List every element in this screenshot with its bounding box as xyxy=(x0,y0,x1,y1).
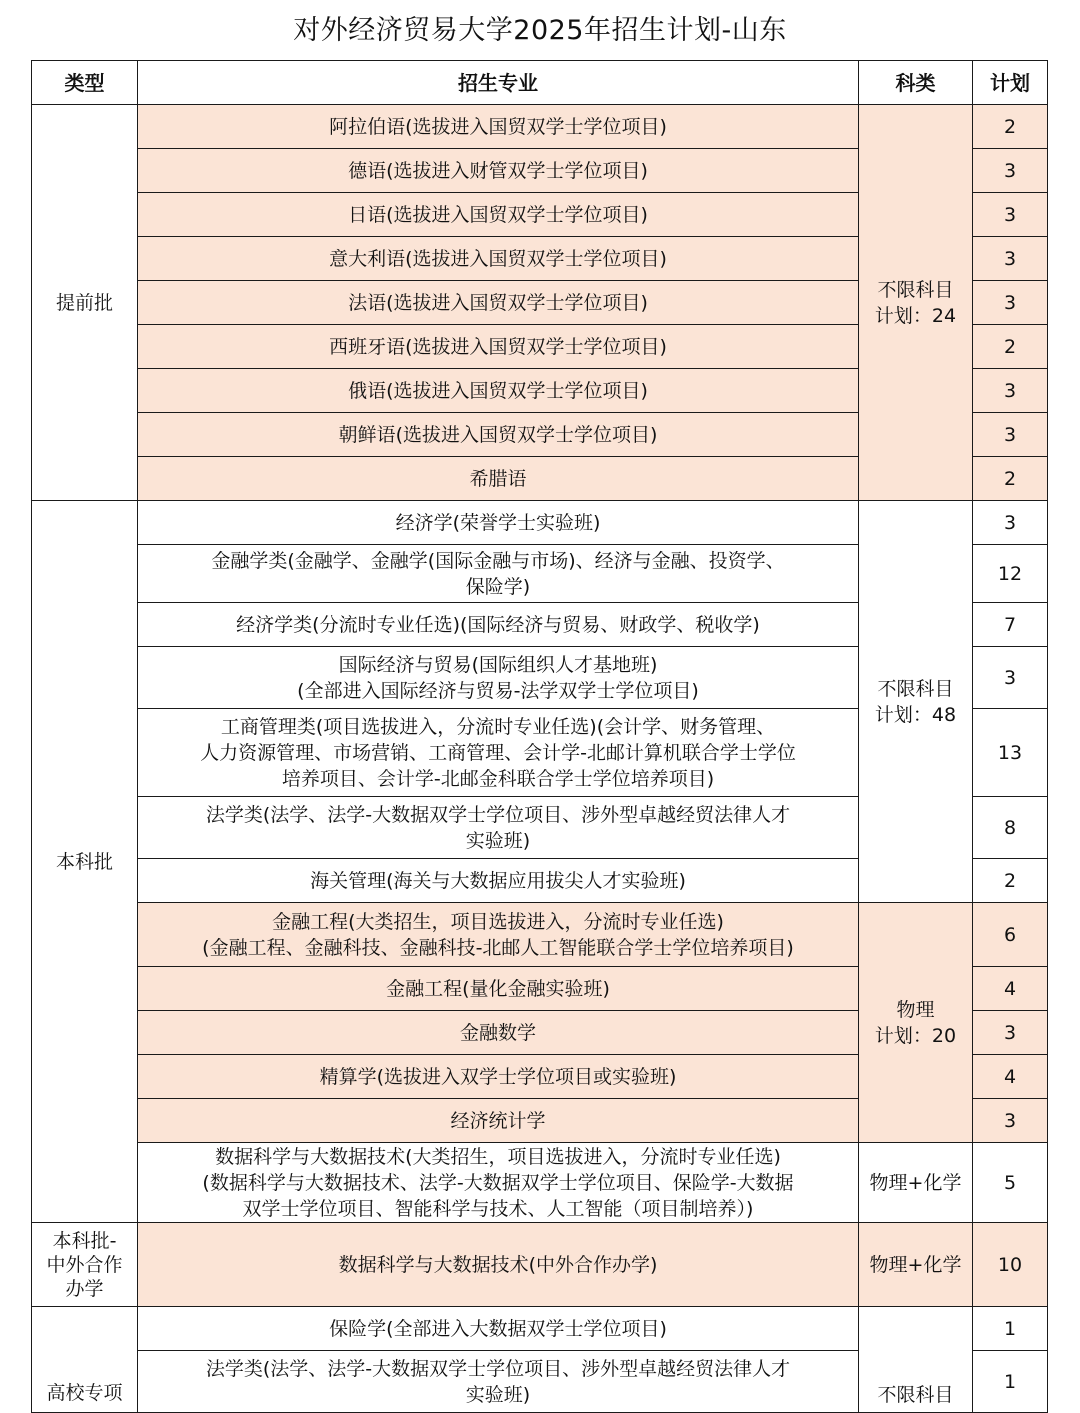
header-major: 招生专业 xyxy=(138,61,859,105)
table-row xyxy=(32,105,1048,149)
plan-cell: 4 xyxy=(973,967,1048,1011)
plan-cell: 3 xyxy=(973,1099,1048,1143)
major-cell: 保险学(全部进入大数据双学士学位项目) xyxy=(138,1307,859,1351)
major-cell: 国际经济与贸易(国际组织人才基地班) (全部进入国际经济与贸易-法学双学士学位项目) xyxy=(138,647,859,709)
group-regular: 本科批 xyxy=(32,501,138,1223)
major-cell: 金融学类(金融学、金融学(国际金融与市场)、经济与金融、投资学、 保险学) xyxy=(138,545,859,603)
major-cell: 金融工程(大类招生，项目选拔进入，分流时专业任选) (金融工程、金融科技、金融科技-北邮人工智能联合学士学位培养项目) xyxy=(138,903,859,967)
major-cell: 希腊语 xyxy=(138,457,859,501)
table-row xyxy=(32,903,1048,967)
major-cell: 朝鲜语(选拔进入国贸双学士学位项目) xyxy=(138,413,859,457)
header-plan: 计划 xyxy=(973,61,1048,105)
subject-regular-phys-chem: 物理+化学 xyxy=(859,1143,973,1223)
major-cell: 数据科学与大数据技术(大类招生，项目选拔进入，分流时专业任选) (数据科学与大数据技术、法学-大数据双学士学位项目、保险学-大数据 双学士学位项目、智能科学与技术、人工智能（项目制培养）) xyxy=(138,1143,859,1223)
major-cell: 日语(选拔进入国贸双学士学位项目) xyxy=(138,193,859,237)
major-cell: 意大利语(选拔进入国贸双学士学位项目) xyxy=(138,237,859,281)
major-cell: 法学类(法学、法学-大数据双学士学位项目、涉外型卓越经贸法律人才 实验班) xyxy=(138,1351,859,1413)
plan-cell: 12 xyxy=(973,545,1048,603)
plan-cell: 13 xyxy=(973,709,1048,797)
table-row xyxy=(32,501,1048,545)
plan-cell: 3 xyxy=(973,1011,1048,1055)
major-cell: 西班牙语(选拔进入国贸双学士学位项目) xyxy=(138,325,859,369)
plan-cell: 3 xyxy=(973,501,1048,545)
plan-cell: 10 xyxy=(973,1223,1048,1307)
table-row xyxy=(32,1307,1048,1351)
plan-cell: 2 xyxy=(973,457,1048,501)
subject-regular-physics: 物理 计划：20 xyxy=(859,903,973,1143)
major-cell: 德语(选拔进入财管双学士学位项目) xyxy=(138,149,859,193)
plan-cell: 4 xyxy=(973,1055,1048,1099)
table-row xyxy=(32,1223,1048,1307)
major-cell: 俄语(选拔进入国贸双学士学位项目) xyxy=(138,369,859,413)
plan-cell: 3 xyxy=(973,237,1048,281)
plan-cell: 3 xyxy=(973,193,1048,237)
plan-cell: 1 xyxy=(973,1351,1048,1413)
subject-regular-unlimited: 不限科目 计划：48 xyxy=(859,501,973,903)
plan-cell: 2 xyxy=(973,325,1048,369)
subject-early: 不限科目 计划：24 xyxy=(859,105,973,501)
plan-cell: 2 xyxy=(973,105,1048,149)
major-cell: 金融工程(量化金融实验班) xyxy=(138,967,859,1011)
plan-cell: 7 xyxy=(973,603,1048,647)
plan-cell: 1 xyxy=(973,1307,1048,1351)
plan-cell: 3 xyxy=(973,149,1048,193)
major-cell: 精算学(选拔进入双学士学位项目或实验班) xyxy=(138,1055,859,1099)
group-early: 提前批 xyxy=(32,105,138,501)
plan-cell: 2 xyxy=(973,859,1048,903)
plan-cell: 5 xyxy=(973,1143,1048,1223)
table-row xyxy=(32,1143,1048,1223)
header-type: 类型 xyxy=(32,61,138,105)
group-coop: 本科批-中外合作办学 xyxy=(32,1223,138,1307)
plan-cell: 3 xyxy=(973,369,1048,413)
header-row xyxy=(32,61,1048,105)
major-cell: 法语(选拔进入国贸双学士学位项目) xyxy=(138,281,859,325)
major-cell: 法学类(法学、法学-大数据双学士学位项目、涉外型卓越经贸法律人才 实验班) xyxy=(138,797,859,859)
group-special: 高校专项 xyxy=(32,1307,138,1413)
plan-cell: 3 xyxy=(973,413,1048,457)
major-cell: 海关管理(海关与大数据应用拔尖人才实验班) xyxy=(138,859,859,903)
subject-special: 不限科目 xyxy=(859,1307,973,1413)
plan-cell: 8 xyxy=(973,797,1048,859)
major-cell: 金融数学 xyxy=(138,1011,859,1055)
plan-cell: 6 xyxy=(973,903,1048,967)
enrollment-table xyxy=(31,60,1048,1413)
major-cell: 阿拉伯语(选拔进入国贸双学士学位项目) xyxy=(138,105,859,149)
major-cell: 经济学类(分流时专业任选)(国际经济与贸易、财政学、税收学) xyxy=(138,603,859,647)
major-cell: 工商管理类(项目选拔进入，分流时专业任选)(会计学、财务管理、 人力资源管理、市场营销、工商管理、会计学-北邮计算机联合学士学位 培养项目、会计学-北邮金科联合学士学位培养项目) xyxy=(138,709,859,797)
major-cell: 数据科学与大数据技术(中外合作办学) xyxy=(138,1223,859,1307)
page-title: 对外经济贸易大学2025年招生计划-山东 xyxy=(293,15,787,46)
major-cell: 经济学(荣誉学士实验班) xyxy=(138,501,859,545)
header-subject: 科类 xyxy=(859,61,973,105)
plan-cell: 3 xyxy=(973,647,1048,709)
major-cell: 经济统计学 xyxy=(138,1099,859,1143)
subject-coop: 物理+化学 xyxy=(859,1223,973,1307)
plan-cell: 3 xyxy=(973,281,1048,325)
